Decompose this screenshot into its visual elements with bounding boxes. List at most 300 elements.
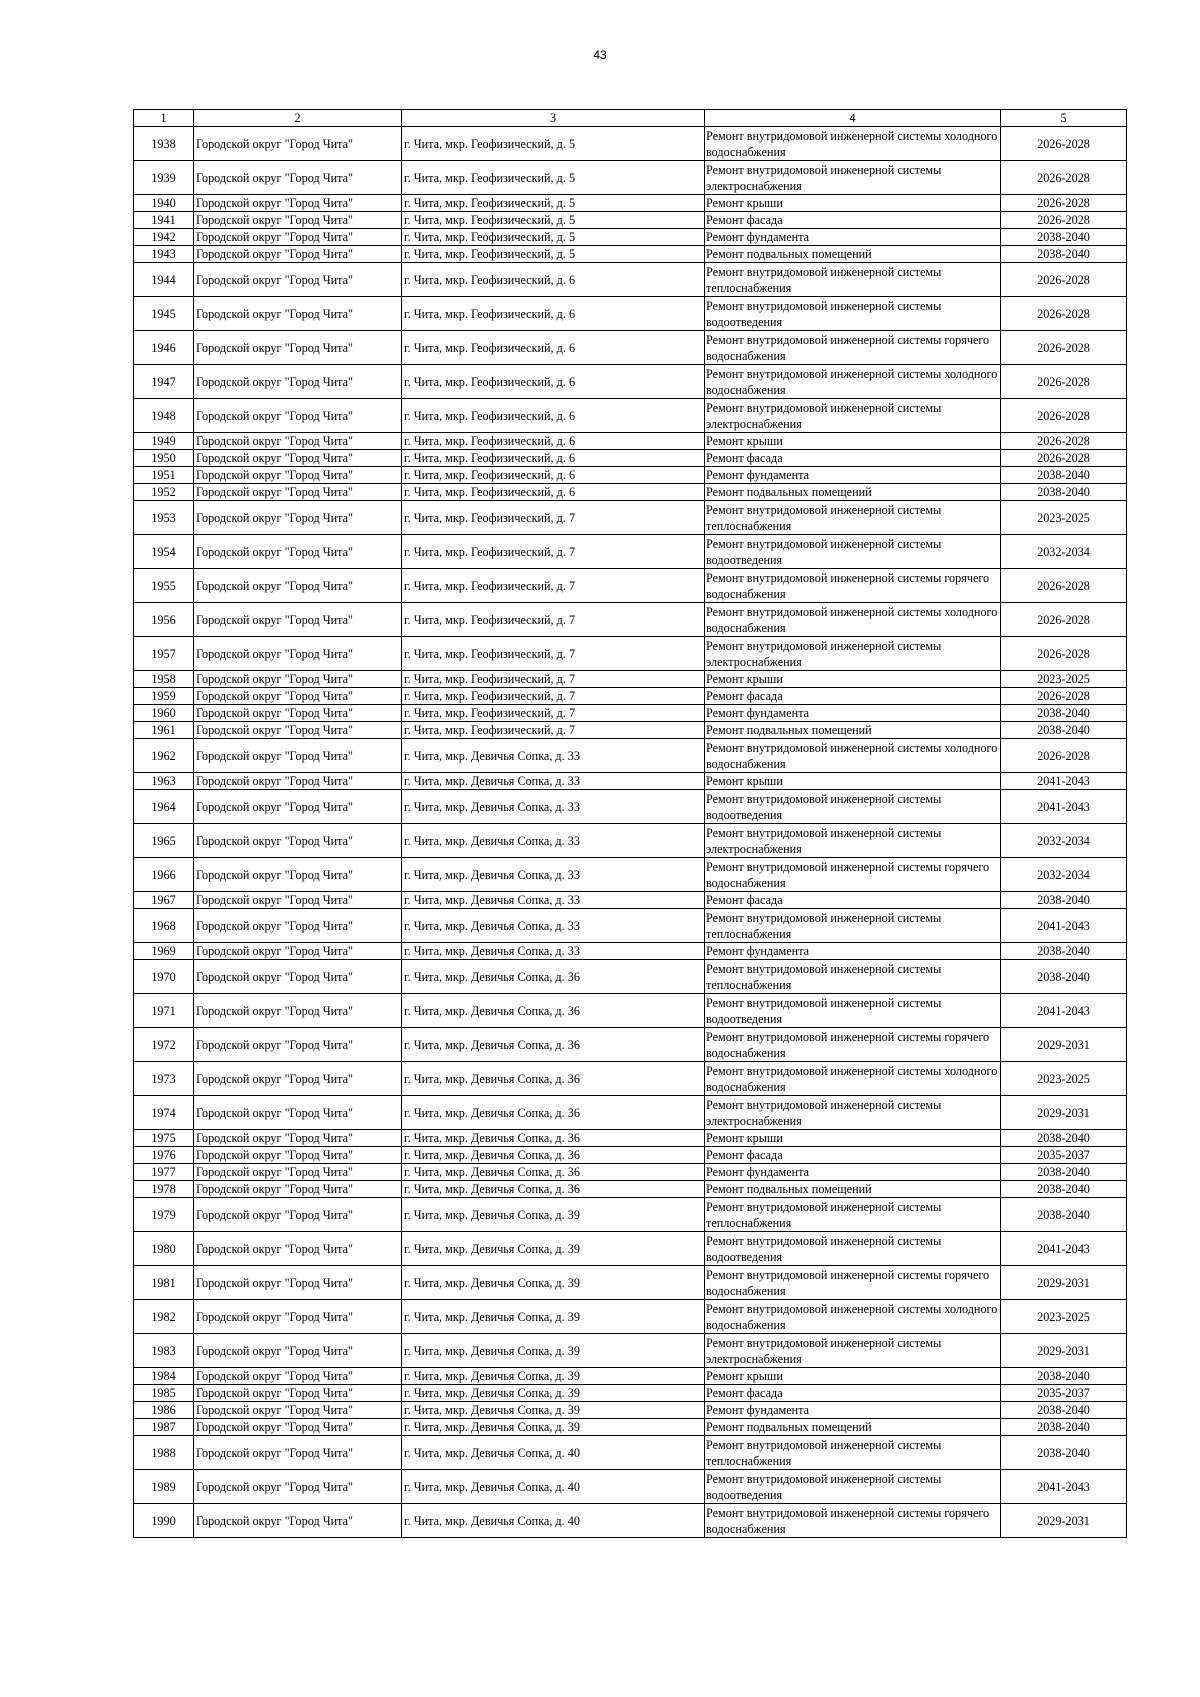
work-type-cell: Ремонт крыши: [705, 671, 1001, 688]
table-row: [134, 722, 1127, 739]
municipality-cell: Городской округ "Город Чита": [194, 450, 402, 467]
table-row: [134, 1164, 1127, 1181]
table-row: [134, 1232, 1127, 1266]
municipality-cell: Городской округ "Город Чита": [194, 501, 402, 535]
address-cell: г. Чита, мкр. Девичья Сопка, д. 36: [402, 1130, 705, 1147]
work-type-cell: Ремонт внутридомовой инженерной системы электроснабжения: [705, 1334, 1001, 1368]
period-cell: 2038-2040: [1001, 1402, 1127, 1419]
table-row: [134, 671, 1127, 688]
row-number-cell: 1968: [134, 909, 194, 943]
address-cell: г. Чита, мкр. Геофизический, д. 7: [402, 688, 705, 705]
row-number-cell: 1940: [134, 195, 194, 212]
address-cell: г. Чита, мкр. Геофизический, д. 7: [402, 671, 705, 688]
address-cell: г. Чита, мкр. Девичья Сопка, д. 39: [402, 1419, 705, 1436]
municipality-cell: Городской округ "Город Чита": [194, 1385, 402, 1402]
address-cell: г. Чита, мкр. Геофизический, д. 5: [402, 212, 705, 229]
municipality-cell: Городской округ "Город Чита": [194, 399, 402, 433]
table-row: [134, 1181, 1127, 1198]
table-row: [134, 399, 1127, 433]
table-row: [134, 1334, 1127, 1368]
table-row: [134, 909, 1127, 943]
table-row: [134, 127, 1127, 161]
row-number-cell: 1954: [134, 535, 194, 569]
work-type-cell: Ремонт внутридомовой инженерной системы водоотведения: [705, 994, 1001, 1028]
address-cell: г. Чита, мкр. Девичья Сопка, д. 39: [402, 1385, 705, 1402]
period-cell: 2038-2040: [1001, 1368, 1127, 1385]
municipality-cell: Городской округ "Город Чита": [194, 773, 402, 790]
work-type-cell: Ремонт фундамента: [705, 1164, 1001, 1181]
municipality-cell: Городской округ "Город Чита": [194, 127, 402, 161]
address-cell: г. Чита, мкр. Девичья Сопка, д. 36: [402, 1147, 705, 1164]
address-cell: г. Чита, мкр. Девичья Сопка, д. 36: [402, 960, 705, 994]
row-number-cell: 1950: [134, 450, 194, 467]
work-type-cell: Ремонт фасада: [705, 892, 1001, 909]
table-row: [134, 705, 1127, 722]
row-number-cell: 1964: [134, 790, 194, 824]
row-number-cell: 1959: [134, 688, 194, 705]
work-type-cell: Ремонт внутридомовой инженерной системы водоотведения: [705, 790, 1001, 824]
table-row: [134, 569, 1127, 603]
row-number-cell: 1973: [134, 1062, 194, 1096]
period-cell: 2038-2040: [1001, 892, 1127, 909]
row-number-cell: 1963: [134, 773, 194, 790]
period-cell: 2038-2040: [1001, 246, 1127, 263]
work-type-cell: Ремонт внутридомовой инженерной системы горячего водоснабжения: [705, 858, 1001, 892]
row-number-cell: 1975: [134, 1130, 194, 1147]
work-type-cell: Ремонт внутридомовой инженерной системы теплоснабжения: [705, 1436, 1001, 1470]
row-number-cell: 1980: [134, 1232, 194, 1266]
municipality-cell: Городской округ "Город Чита": [194, 1181, 402, 1198]
address-cell: г. Чита, мкр. Девичья Сопка, д. 39: [402, 1266, 705, 1300]
period-cell: 2029-2031: [1001, 1504, 1127, 1538]
period-cell: 2026-2028: [1001, 603, 1127, 637]
period-cell: 2041-2043: [1001, 790, 1127, 824]
row-number-cell: 1941: [134, 212, 194, 229]
municipality-cell: Городской округ "Город Чита": [194, 1096, 402, 1130]
period-cell: 2032-2034: [1001, 824, 1127, 858]
table-row: [134, 1028, 1127, 1062]
period-cell: 2038-2040: [1001, 467, 1127, 484]
period-cell: 2041-2043: [1001, 1470, 1127, 1504]
address-cell: г. Чита, мкр. Девичья Сопка, д. 36: [402, 1164, 705, 1181]
period-cell: 2029-2031: [1001, 1334, 1127, 1368]
municipality-cell: Городской округ "Город Чита": [194, 1130, 402, 1147]
municipality-cell: Городской округ "Город Чита": [194, 1164, 402, 1181]
municipality-cell: Городской округ "Город Чита": [194, 858, 402, 892]
period-cell: 2023-2025: [1001, 501, 1127, 535]
work-type-cell: Ремонт подвальных помещений: [705, 1419, 1001, 1436]
municipality-cell: Городской округ "Город Чита": [194, 1300, 402, 1334]
table-row: [134, 1147, 1127, 1164]
work-type-cell: Ремонт внутридомовой инженерной системы горячего водоснабжения: [705, 331, 1001, 365]
work-type-cell: Ремонт внутридомовой инженерной системы холодного водоснабжения: [705, 603, 1001, 637]
work-type-cell: Ремонт внутридомовой инженерной системы теплоснабжения: [705, 909, 1001, 943]
period-cell: 2023-2025: [1001, 671, 1127, 688]
municipality-cell: Городской округ "Город Чита": [194, 484, 402, 501]
address-cell: г. Чита, мкр. Геофизический, д. 7: [402, 603, 705, 637]
municipality-cell: Городской округ "Город Чита": [194, 824, 402, 858]
period-cell: 2026-2028: [1001, 297, 1127, 331]
address-cell: г. Чита, мкр. Девичья Сопка, д. 40: [402, 1470, 705, 1504]
table-row: [134, 1266, 1127, 1300]
table-row: [134, 467, 1127, 484]
address-cell: г. Чита, мкр. Девичья Сопка, д. 39: [402, 1232, 705, 1266]
work-type-cell: Ремонт фундамента: [705, 229, 1001, 246]
municipality-cell: Городской округ "Город Чита": [194, 705, 402, 722]
municipality-cell: Городской округ "Город Чита": [194, 1028, 402, 1062]
row-number-cell: 1985: [134, 1385, 194, 1402]
table-row: [134, 229, 1127, 246]
period-cell: 2032-2034: [1001, 535, 1127, 569]
municipality-cell: Городской округ "Город Чита": [194, 1334, 402, 1368]
row-number-cell: 1951: [134, 467, 194, 484]
municipality-cell: Городской округ "Город Чита": [194, 263, 402, 297]
table-row: [134, 960, 1127, 994]
period-cell: 2026-2028: [1001, 161, 1127, 195]
work-type-cell: Ремонт внутридомовой инженерной системы водоотведения: [705, 297, 1001, 331]
row-number-cell: 1990: [134, 1504, 194, 1538]
table-row: [134, 365, 1127, 399]
municipality-cell: Городской округ "Город Чита": [194, 1368, 402, 1385]
row-number-cell: 1971: [134, 994, 194, 1028]
work-type-cell: Ремонт внутридомовой инженерной системы горячего водоснабжения: [705, 1504, 1001, 1538]
row-number-cell: 1988: [134, 1436, 194, 1470]
address-cell: г. Чита, мкр. Девичья Сопка, д. 36: [402, 1062, 705, 1096]
municipality-cell: Городской округ "Город Чита": [194, 1419, 402, 1436]
work-type-cell: Ремонт подвальных помещений: [705, 246, 1001, 263]
period-cell: 2038-2040: [1001, 1130, 1127, 1147]
work-type-cell: Ремонт фундамента: [705, 467, 1001, 484]
address-cell: г. Чита, мкр. Девичья Сопка, д. 39: [402, 1300, 705, 1334]
address-cell: г. Чита, мкр. Геофизический, д. 5: [402, 229, 705, 246]
municipality-cell: Городской округ "Город Чита": [194, 637, 402, 671]
municipality-cell: Городской округ "Город Чита": [194, 909, 402, 943]
column-header-5: 5: [1001, 110, 1127, 127]
period-cell: 2026-2028: [1001, 195, 1127, 212]
work-type-cell: Ремонт фундамента: [705, 705, 1001, 722]
period-cell: 2041-2043: [1001, 909, 1127, 943]
municipality-cell: Городской округ "Город Чита": [194, 229, 402, 246]
address-cell: г. Чита, мкр. Девичья Сопка, д. 40: [402, 1436, 705, 1470]
period-cell: 2038-2040: [1001, 1436, 1127, 1470]
address-cell: г. Чита, мкр. Геофизический, д. 6: [402, 365, 705, 399]
address-cell: г. Чита, мкр. Геофизический, д. 7: [402, 569, 705, 603]
period-cell: 2023-2025: [1001, 1062, 1127, 1096]
period-cell: 2026-2028: [1001, 399, 1127, 433]
municipality-cell: Городской округ "Город Чита": [194, 960, 402, 994]
municipality-cell: Городской округ "Город Чита": [194, 1402, 402, 1419]
work-type-cell: Ремонт внутридомовой инженерной системы теплоснабжения: [705, 960, 1001, 994]
period-cell: 2026-2028: [1001, 331, 1127, 365]
work-type-cell: Ремонт внутридомовой инженерной системы теплоснабжения: [705, 263, 1001, 297]
row-number-cell: 1978: [134, 1181, 194, 1198]
municipality-cell: Городской округ "Город Чита": [194, 195, 402, 212]
row-number-cell: 1970: [134, 960, 194, 994]
municipality-cell: Городской округ "Город Чита": [194, 1062, 402, 1096]
row-number-cell: 1949: [134, 433, 194, 450]
work-type-cell: Ремонт внутридомовой инженерной системы холодного водоснабжения: [705, 127, 1001, 161]
table-row: [134, 1436, 1127, 1470]
table-row: [134, 331, 1127, 365]
work-type-cell: Ремонт внутридомовой инженерной системы электроснабжения: [705, 399, 1001, 433]
work-type-cell: Ремонт фасада: [705, 450, 1001, 467]
municipality-cell: Городской округ "Город Чита": [194, 1232, 402, 1266]
period-cell: 2029-2031: [1001, 1266, 1127, 1300]
work-type-cell: Ремонт внутридомовой инженерной системы электроснабжения: [705, 824, 1001, 858]
work-type-cell: Ремонт внутридомовой инженерной системы холодного водоснабжения: [705, 1062, 1001, 1096]
address-cell: г. Чита, мкр. Девичья Сопка, д. 36: [402, 994, 705, 1028]
column-header-2: 2: [194, 110, 402, 127]
row-number-cell: 1969: [134, 943, 194, 960]
work-type-cell: Ремонт крыши: [705, 433, 1001, 450]
table-row: [134, 195, 1127, 212]
table-row: [134, 1062, 1127, 1096]
table-row: [134, 892, 1127, 909]
period-cell: 2029-2031: [1001, 1096, 1127, 1130]
municipality-cell: Городской округ "Город Чита": [194, 603, 402, 637]
work-type-cell: Ремонт фасада: [705, 212, 1001, 229]
period-cell: 2026-2028: [1001, 688, 1127, 705]
table-row: [134, 994, 1127, 1028]
period-cell: 2038-2040: [1001, 1164, 1127, 1181]
period-cell: 2032-2034: [1001, 858, 1127, 892]
table-row: [134, 1385, 1127, 1402]
address-cell: г. Чита, мкр. Геофизический, д. 6: [402, 297, 705, 331]
address-cell: г. Чита, мкр. Девичья Сопка, д. 33: [402, 739, 705, 773]
row-number-cell: 1977: [134, 1164, 194, 1181]
row-number-cell: 1957: [134, 637, 194, 671]
table-row: [134, 484, 1127, 501]
row-number-cell: 1986: [134, 1402, 194, 1419]
work-type-cell: Ремонт внутридомовой инженерной системы водоотведения: [705, 535, 1001, 569]
municipality-cell: Городской округ "Город Чита": [194, 365, 402, 399]
period-cell: 2026-2028: [1001, 263, 1127, 297]
address-cell: г. Чита, мкр. Геофизический, д. 6: [402, 484, 705, 501]
address-cell: г. Чита, мкр. Геофизический, д. 7: [402, 535, 705, 569]
work-type-cell: Ремонт внутридомовой инженерной системы теплоснабжения: [705, 1198, 1001, 1232]
address-cell: г. Чита, мкр. Девичья Сопка, д. 39: [402, 1402, 705, 1419]
table-row: [134, 450, 1127, 467]
address-cell: г. Чита, мкр. Девичья Сопка, д. 33: [402, 824, 705, 858]
work-type-cell: Ремонт крыши: [705, 1368, 1001, 1385]
municipality-cell: Городской округ "Город Чита": [194, 246, 402, 263]
row-number-cell: 1961: [134, 722, 194, 739]
period-cell: 2038-2040: [1001, 1181, 1127, 1198]
municipality-cell: Городской округ "Город Чита": [194, 1266, 402, 1300]
row-number-cell: 1958: [134, 671, 194, 688]
row-number-cell: 1960: [134, 705, 194, 722]
address-cell: г. Чита, мкр. Геофизический, д. 7: [402, 637, 705, 671]
work-type-cell: Ремонт фасада: [705, 688, 1001, 705]
address-cell: г. Чита, мкр. Геофизический, д. 5: [402, 127, 705, 161]
period-cell: 2038-2040: [1001, 1419, 1127, 1436]
address-cell: г. Чита, мкр. Девичья Сопка, д. 33: [402, 773, 705, 790]
row-number-cell: 1944: [134, 263, 194, 297]
table-row: [134, 688, 1127, 705]
table-row: [134, 858, 1127, 892]
address-cell: г. Чита, мкр. Девичья Сопка, д. 39: [402, 1334, 705, 1368]
municipality-cell: Городской округ "Город Чита": [194, 297, 402, 331]
work-type-cell: Ремонт внутридомовой инженерной системы холодного водоснабжения: [705, 739, 1001, 773]
table-header-row: [134, 110, 1127, 127]
municipality-cell: Городской округ "Город Чита": [194, 331, 402, 365]
work-type-cell: Ремонт внутридомовой инженерной системы холодного водоснабжения: [705, 1300, 1001, 1334]
row-number-cell: 1976: [134, 1147, 194, 1164]
row-number-cell: 1955: [134, 569, 194, 603]
work-type-cell: Ремонт подвальных помещений: [705, 722, 1001, 739]
municipality-cell: Городской округ "Город Чита": [194, 739, 402, 773]
row-number-cell: 1945: [134, 297, 194, 331]
row-number-cell: 1987: [134, 1419, 194, 1436]
address-cell: г. Чита, мкр. Девичья Сопка, д. 39: [402, 1368, 705, 1385]
work-type-cell: Ремонт внутридомовой инженерной системы электроснабжения: [705, 1096, 1001, 1130]
period-cell: 2026-2028: [1001, 569, 1127, 603]
address-cell: г. Чита, мкр. Девичья Сопка, д. 36: [402, 1096, 705, 1130]
municipality-cell: Городской округ "Город Чита": [194, 1198, 402, 1232]
period-cell: 2026-2028: [1001, 450, 1127, 467]
address-cell: г. Чита, мкр. Геофизический, д. 6: [402, 467, 705, 484]
address-cell: г. Чита, мкр. Геофизический, д. 5: [402, 195, 705, 212]
row-number-cell: 1943: [134, 246, 194, 263]
work-type-cell: Ремонт подвальных помещений: [705, 1181, 1001, 1198]
municipality-cell: Городской округ "Город Чита": [194, 161, 402, 195]
work-type-cell: Ремонт крыши: [705, 195, 1001, 212]
row-number-cell: 1982: [134, 1300, 194, 1334]
table-row: [134, 246, 1127, 263]
municipality-cell: Городской округ "Город Чита": [194, 569, 402, 603]
address-cell: г. Чита, мкр. Геофизический, д. 7: [402, 501, 705, 535]
period-cell: 2038-2040: [1001, 484, 1127, 501]
municipality-cell: Городской округ "Город Чита": [194, 1436, 402, 1470]
period-cell: 2038-2040: [1001, 229, 1127, 246]
work-type-cell: Ремонт внутридомовой инженерной системы горячего водоснабжения: [705, 1266, 1001, 1300]
period-cell: 2026-2028: [1001, 212, 1127, 229]
table-row: [134, 535, 1127, 569]
work-type-cell: Ремонт подвальных помещений: [705, 484, 1001, 501]
municipality-cell: Городской округ "Город Чита": [194, 688, 402, 705]
row-number-cell: 1946: [134, 331, 194, 365]
address-cell: г. Чита, мкр. Девичья Сопка, д. 36: [402, 1028, 705, 1062]
period-cell: 2029-2031: [1001, 1028, 1127, 1062]
row-number-cell: 1965: [134, 824, 194, 858]
column-header-1: 1: [134, 110, 194, 127]
row-number-cell: 1989: [134, 1470, 194, 1504]
row-number-cell: 1952: [134, 484, 194, 501]
table-row: [134, 1419, 1127, 1436]
period-cell: 2038-2040: [1001, 960, 1127, 994]
table-row: [134, 739, 1127, 773]
work-type-cell: Ремонт внутридомовой инженерной системы горячего водоснабжения: [705, 1028, 1001, 1062]
row-number-cell: 1979: [134, 1198, 194, 1232]
row-number-cell: 1942: [134, 229, 194, 246]
table-row: [134, 637, 1127, 671]
address-cell: г. Чита, мкр. Девичья Сопка, д. 39: [402, 1198, 705, 1232]
period-cell: 2038-2040: [1001, 722, 1127, 739]
period-cell: 2026-2028: [1001, 127, 1127, 161]
table-row: [134, 263, 1127, 297]
municipality-cell: Городской округ "Город Чита": [194, 433, 402, 450]
period-cell: 2038-2040: [1001, 705, 1127, 722]
row-number-cell: 1967: [134, 892, 194, 909]
work-type-cell: Ремонт внутридомовой инженерной системы электроснабжения: [705, 637, 1001, 671]
municipality-cell: Городской округ "Город Чита": [194, 943, 402, 960]
page-number: 43: [593, 48, 607, 62]
row-number-cell: 1984: [134, 1368, 194, 1385]
address-cell: г. Чита, мкр. Девичья Сопка, д. 33: [402, 909, 705, 943]
address-cell: г. Чита, мкр. Геофизический, д. 6: [402, 450, 705, 467]
table-row: [134, 790, 1127, 824]
period-cell: 2023-2025: [1001, 1300, 1127, 1334]
row-number-cell: 1974: [134, 1096, 194, 1130]
table-row: [134, 1130, 1127, 1147]
address-cell: г. Чита, мкр. Геофизический, д. 6: [402, 263, 705, 297]
municipality-cell: Городской округ "Город Чита": [194, 790, 402, 824]
period-cell: 2041-2043: [1001, 994, 1127, 1028]
work-type-cell: Ремонт внутридомовой инженерной системы теплоснабжения: [705, 501, 1001, 535]
address-cell: г. Чита, мкр. Девичья Сопка, д. 40: [402, 1504, 705, 1538]
table-row: [134, 943, 1127, 960]
table-row: [134, 1096, 1127, 1130]
table-row: [134, 773, 1127, 790]
period-cell: 2026-2028: [1001, 739, 1127, 773]
period-cell: 2026-2028: [1001, 365, 1127, 399]
period-cell: 2035-2037: [1001, 1147, 1127, 1164]
address-cell: г. Чита, мкр. Геофизический, д. 6: [402, 433, 705, 450]
repair-schedule-table: [133, 109, 1127, 1538]
table-body: [134, 127, 1127, 1538]
address-cell: г. Чита, мкр. Девичья Сопка, д. 33: [402, 892, 705, 909]
address-cell: г. Чита, мкр. Девичья Сопка, д. 33: [402, 943, 705, 960]
table-row: [134, 1504, 1127, 1538]
work-type-cell: Ремонт внутридомовой инженерной системы водоотведения: [705, 1232, 1001, 1266]
municipality-cell: Городской округ "Город Чита": [194, 892, 402, 909]
address-cell: г. Чита, мкр. Геофизический, д. 5: [402, 246, 705, 263]
work-type-cell: Ремонт внутридомовой инженерной системы водоотведения: [705, 1470, 1001, 1504]
work-type-cell: Ремонт фундамента: [705, 1402, 1001, 1419]
table-row: [134, 433, 1127, 450]
column-header-4: 4: [705, 110, 1001, 127]
address-cell: г. Чита, мкр. Девичья Сопка, д. 33: [402, 790, 705, 824]
table-row: [134, 1300, 1127, 1334]
column-header-3: 3: [402, 110, 705, 127]
row-number-cell: 1953: [134, 501, 194, 535]
row-number-cell: 1956: [134, 603, 194, 637]
work-type-cell: Ремонт фасада: [705, 1147, 1001, 1164]
municipality-cell: Городской округ "Город Чита": [194, 1470, 402, 1504]
municipality-cell: Городской округ "Город Чита": [194, 535, 402, 569]
table-row: [134, 1368, 1127, 1385]
row-number-cell: 1962: [134, 739, 194, 773]
row-number-cell: 1939: [134, 161, 194, 195]
row-number-cell: 1966: [134, 858, 194, 892]
table-row: [134, 1402, 1127, 1419]
table-row: [134, 1198, 1127, 1232]
address-cell: г. Чита, мкр. Геофизический, д. 7: [402, 722, 705, 739]
work-type-cell: Ремонт крыши: [705, 1130, 1001, 1147]
period-cell: 2041-2043: [1001, 773, 1127, 790]
work-type-cell: Ремонт крыши: [705, 773, 1001, 790]
row-number-cell: 1938: [134, 127, 194, 161]
table-row: [134, 161, 1127, 195]
municipality-cell: Городской округ "Город Чита": [194, 467, 402, 484]
period-cell: 2035-2037: [1001, 1385, 1127, 1402]
work-type-cell: Ремонт внутридомовой инженерной системы электроснабжения: [705, 161, 1001, 195]
period-cell: 2038-2040: [1001, 943, 1127, 960]
row-number-cell: 1981: [134, 1266, 194, 1300]
work-type-cell: Ремонт фасада: [705, 1385, 1001, 1402]
address-cell: г. Чита, мкр. Геофизический, д. 6: [402, 331, 705, 365]
table-row: [134, 603, 1127, 637]
